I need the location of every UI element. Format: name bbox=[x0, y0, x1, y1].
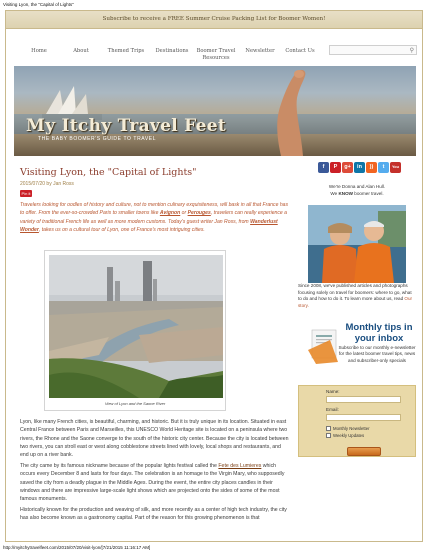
search-icon[interactable]: ⚲ bbox=[409, 47, 414, 54]
nav-item-boomer-travel-resources[interactable]: Boomer Travel Resources bbox=[196, 48, 236, 61]
nav-item-destinations[interactable]: Destinations bbox=[155, 48, 189, 54]
web-page bbox=[5, 10, 423, 542]
weekly-updates-label: Weekly Updates bbox=[333, 433, 365, 438]
newsletter-signup-form bbox=[298, 385, 416, 457]
googleplus-icon[interactable]: g+ bbox=[342, 162, 353, 173]
our-story-link[interactable]: Our story. bbox=[298, 296, 413, 308]
lyon-photo-figure bbox=[44, 250, 226, 411]
post-meta: 2015/07/20 by Jan Ross bbox=[20, 181, 74, 187]
search-input[interactable] bbox=[329, 45, 417, 55]
promo-bar[interactable] bbox=[6, 11, 422, 29]
post-intro: Travelers looking for oodles of history and culture, not to mention culinary exquisiteness, will bask in all that France has to offer. From the ever-so-crowded Paris to smaller towns like Avignon or Perouges, travelers can really experience a variety of traditional French life as well as more modern customs. Today's guest writer Jan Ross, from Wanderlust Wonder, takes us on a cultural tour of Lyon, one of France's most intriguing cities. bbox=[20, 202, 289, 233]
twitter-icon[interactable]: t bbox=[378, 162, 389, 173]
our-story-text: Since 2008, we've published articles and photographs focusing solely on travel for boomers: where to go, what to do and how to do it. To learn more about us, read Our story. bbox=[298, 283, 413, 308]
name-field[interactable] bbox=[326, 396, 401, 403]
pin-it-button[interactable]: Pin it bbox=[21, 191, 31, 196]
paragraph-3: Historically known for the production and weaving of silk, and more recently as a center of high tech industry, the city has also become known as a gastronomy capital. Part of the reason for this growing phenomenon is that bbox=[20, 507, 287, 522]
link-perouges[interactable]: Perouges bbox=[187, 210, 211, 217]
site-title[interactable]: My Itchy Travel Feet bbox=[26, 116, 227, 136]
newsletter-title: Monthly tips in your inbox bbox=[345, 322, 413, 344]
post-title: Visiting Lyon, the "Capital of Lights" bbox=[20, 167, 197, 178]
email-field[interactable] bbox=[326, 414, 401, 421]
paragraph-1: Lyon, like many French cities, is beautiful, charming, and historic. But it is truly unique in its location. Situated in east Central France between Paris and Marseilles, this UNESCO World Heritage site is located on a peninsula where two rivers, the Rhone and the Saone converge to the south of the historic city center. Because the city is located between two rivers, you can stroll east or west along cobblestone streets lined with lovely, local shops and restaurants, and end up on a river bank. bbox=[20, 419, 289, 459]
email-label: Email: bbox=[326, 407, 339, 412]
welcome-text: We're Donna and Alan Hull. We KNOW boomer travel. bbox=[328, 184, 386, 196]
link-avignon[interactable]: Avignon bbox=[159, 210, 181, 217]
nav-item-about[interactable]: About bbox=[73, 48, 89, 54]
promo-text[interactable]: Subscribe to receive a FREE Summer Cruise Packing List for Boomer Women! bbox=[102, 16, 326, 22]
print-footer-url: http://myitchytravelfeet.com/2015/07/20/visit-lyon/[7/21/2015 11:16:17 AM] bbox=[3, 545, 151, 550]
rss-icon[interactable]: )) bbox=[366, 162, 377, 173]
print-header-title: Visiting Lyon, the "Capital of Lights" bbox=[3, 2, 74, 7]
weekly-updates-checkbox[interactable] bbox=[326, 433, 331, 438]
newsletter-graphic bbox=[308, 326, 342, 364]
newsletter-description: Subscribe to our monthly e-newsletter for the latest boomer travel tips, news and subscriber-only specials bbox=[338, 345, 416, 363]
lyon-photo[interactable] bbox=[49, 255, 223, 398]
authors-photo bbox=[308, 205, 406, 283]
monthly-newsletter-label: Monthly Newsletter bbox=[333, 426, 370, 431]
link-wanderlust-wonder[interactable]: Wanderlust Wonder bbox=[20, 218, 278, 233]
nav-item-newsletter[interactable]: Newsletter bbox=[245, 48, 275, 54]
site-tagline: THE BABY BOOMER'S GUIDE TO TRAVEL bbox=[38, 136, 157, 142]
facebook-icon[interactable]: f bbox=[318, 162, 329, 173]
newsletter-promo bbox=[298, 320, 416, 392]
foot-graphic bbox=[219, 68, 339, 156]
name-label: Name: bbox=[326, 389, 340, 394]
monthly-newsletter-checkbox[interactable] bbox=[326, 426, 331, 431]
nav-item-home[interactable]: Home bbox=[31, 48, 47, 54]
header-banner[interactable] bbox=[14, 66, 416, 156]
subscribe-button[interactable] bbox=[347, 447, 381, 456]
pinterest-icon[interactable]: P bbox=[330, 162, 341, 173]
youtube-icon[interactable]: You bbox=[390, 162, 401, 173]
nav-item-contact-us[interactable]: Contact Us bbox=[285, 48, 315, 54]
link-fete-des-lumieres[interactable]: Fete des Lumieres bbox=[218, 463, 262, 469]
nav-item-themed-trips[interactable]: Themed Trips bbox=[107, 48, 145, 54]
paragraph-2: The city came by its famous nickname because of the popular lights festival called the Fete des Lumieres which occurs every December 8 and lasts for four days. The celebration is an homage to the Virgin Mary, who supposedly saved the city from a deadly plague in the Middle Ages. During the event, the entire city places candles in their windows and there are impressive large-scale light shows which are projected onto the sides of some of the most famous monuments. bbox=[20, 463, 285, 503]
linkedin-icon[interactable]: in bbox=[354, 162, 365, 173]
photo-caption: View of Lyon and the Saone River bbox=[104, 401, 166, 406]
